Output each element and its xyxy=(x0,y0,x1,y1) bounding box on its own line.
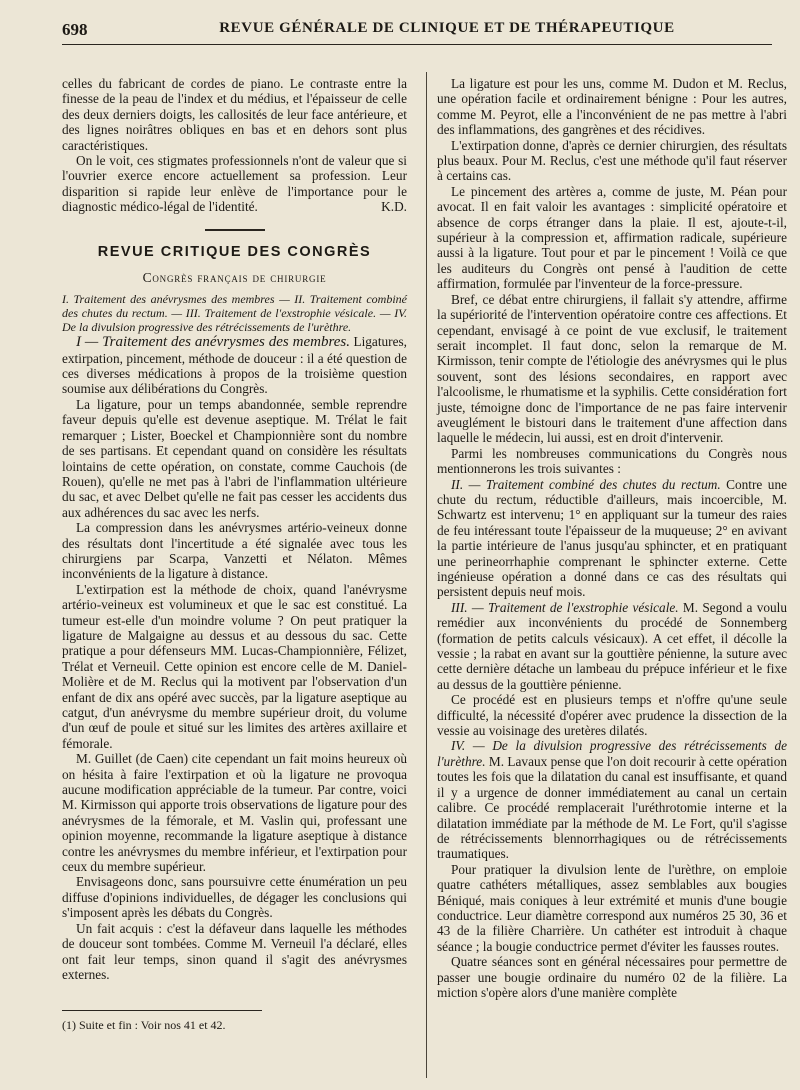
paragraph: Quatre séances sont en général nécessaires pour permettre de passer une bougie ordinaire du numéro 02 de la filière. La miction s'opère alors d'une manière complète xyxy=(437,954,787,1000)
subsection-heading: II. — Traitement combiné des chutes du rectum. xyxy=(451,476,721,492)
congress-title: Congrès français de chirurgie xyxy=(142,270,327,286)
paragraph xyxy=(62,153,407,215)
paragraph: Ce procédé est en plusieurs temps et n'offre qu'une seule difficulté, la nécessité d'opérer avec prudence la dissection de la vessie au voisinage des uretères dilatés. xyxy=(437,692,787,739)
paragraph: Pour pratiquer la divulsion lente de l'urèthre, on emploie quatre cathéters métalliques, assez semblables aux bougies Béniqué, mais coniques à leur extrémité et munis d'une bougie conductrice. Leur diamètre correspond aux numéros 25 30, 36 et 43 de la filière Charrière. Un cathéter est introduit à chaque séance ; la bougie conductrice permet d'éviter les fausses routes. xyxy=(437,861,787,954)
paragraph xyxy=(437,600,787,692)
left-column xyxy=(62,76,407,982)
page-number: 698 xyxy=(62,20,88,39)
paragraph-text: M. Segond a voulu remédier aux inconvénients du procédé de Sonnemberg (formation de petits calculs vésicaux). A cet effet, il décolle la vessie ; la rabat en avant sur la gouttière pénienne, la suture avec cette dernière détache un lambeau du prépuce inférieur et le fixe au dessus de la gouttière pénienne. xyxy=(437,599,788,692)
section-title: REVUE CRITIQUE DES CONGRÈS xyxy=(97,243,372,260)
section-rule xyxy=(205,229,265,231)
paragraph-text: On le voit, ces stigmates professionnels n'ont de valeur que si l'ouvrier exerce encore actuellement sa profession. Leur disparition si rapide leur enlève de l'importance pour le diagnostic médico-légal de l'identité. xyxy=(62,153,407,215)
paragraph: Le pincement des artères a, comme de juste, M. Péan pour avocat. Il en fait valoir les avantages : simplicité opératoire et absence de corps étranger dans la plaie. Il est, ajoute-t-il, supérieur à la compression et, affirmation radicale, supérieure aussi à la ligature. Tout pour et par le pincement ! Voilà ce que les auditeurs du Congrès ont pensé à l'audition de cette affirmation, formulée par l'inventeur de la force-pressure. xyxy=(437,183,787,292)
paragraph: L'extirpation est la méthode de choix, quand l'anévrysme artério-veineux est volumineux et que le sac est constitué. La tumeur est-elle d'un moindre volume ? On peut pratiquer la ligature de Malgaigne au dessus et au dessous du sac. Cette pratique a pour défenseurs MM. Lucas-Championnière, Félizet, Trélat et Verneuil. Cette opinion est encore celle de M. Daniel-Molière et de M. Reclus qui la motivent par l'observation d'un enfant de dix ans opéré avec succès, par la ligature aseptique au catgut, d'un anévrysme du membre supérieur droit, du volume d'un œuf de poule et situé sur les limites des artères axillaire et fémorale. xyxy=(62,581,407,751)
paragraph: La ligature, pour un temps abandonnée, semble reprendre faveur depuis qu'elle est devenue aseptique. M. Trélat le fait remarquer ; Lister, Boeckel et Championnière sont du nombre de ses partisans. Et cependant quand on considère les résultats lointains de cette opération, on constate, comme Cauchois (de Rouen), qu'elle ne met pas à l'abri de l'inflammation ultérieure du sac, et avec Delbet qu'elle ne fait pas cesser les accidents dus aux adhérences du sac avec les nerfs. xyxy=(62,396,407,520)
paragraph: Un fait acquis : c'est la défaveur dans laquelle les méthodes de douceur sont tombées. Comme M. Verneuil l'a déclaré, elles ont fait leur temps, sinon quand il s'agit des anévrysmes externes. xyxy=(62,920,407,982)
paragraph-text: Ligatures, extirpation, pincement, méthode de douceur : il a été question de ces diverses médications à propos de la troisième question soumise aux délibérations du Congrès. xyxy=(62,334,407,397)
contents-text: I. Traitement des anévrysmes des membres — II. Traitement combiné des chutes du rectum. — III. Traitement de l'exstrophie vésicale. — IV. De la divulsion progressive des rétrécissements de l'urèthre. xyxy=(62,292,407,334)
paragraph-text: M. Lavaux pense que l'on doit recourir à cette opération toutes les fois que la dilatation du canal est insuffisante, et quand il y a urgence de donner immédiatement au canal un certain calibre. Ce procédé remplacerait l'uréthrotomie interne et la dilatation immédiate par la méthode de M. Le Fort, qu'il s'agisse de rétrécissements blennorrhagiques ou de rétrécissements traumatiques. xyxy=(437,753,787,862)
footnote: (1) Suite et fin : Voir nos 41 et 42. xyxy=(62,1018,226,1032)
footnote-rule xyxy=(62,1010,262,1011)
paragraph: Envisageons donc, sans poursuivre cette énumération un peu diffuse d'opinions individuelles, de dégager les conclusions qui s'imposent après les débats du Congrès. xyxy=(62,874,407,921)
subsection-heading: IV. — De la divulsion progressive des rétrécissements de l'urèthre. xyxy=(437,738,787,769)
subsection-heading: I — Traitement des anévrysmes des membres. xyxy=(76,334,350,351)
paragraph xyxy=(62,334,407,397)
paragraph: M. Guillet (de Caen) cite cependant un fait moins heureux où on hésita à faire l'extirpation et où la ligature ne provoqua aucune modification appréciable de la tumeur. Par contre, voici M. Kirmisson qui apporte trois observations de ligature pour des anévrysmes de la fémorale, et M. Vaslin qui, professant une opinion moyenne, recommande la ligature aseptique à distance contre les anévrysmes du membre inférieur, et l'extirpation pour ceux du membre supérieur. xyxy=(62,751,407,875)
paragraph-text: Contre une chute du rectum, réductible d'ailleurs, mais incoercible, M. Schwartz est intervenu; 1° en appliquant sur la tumeur des raies de feu intéressant toute l'épaisseur de la muqueuse; 2° en avivant la partie intérieure de l'anus jusqu'au sphincter, et en pratiquant une perineorrhaphie comprenant le sphincter externe. Cette ingénieuse opération a donné dans ce cas des résultats qui persistent depuis neuf mois. xyxy=(437,476,787,600)
page-header xyxy=(62,18,772,45)
column-divider xyxy=(426,72,427,1078)
contents-summary xyxy=(62,293,407,334)
subsection-heading: III. — Traitement de l'exstrophie vésicale. xyxy=(451,599,679,615)
paragraph: Bref, ce débat entre chirurgiens, il fallait s'y attendre, affirme la supériorité de l'intervention opératoire contre ces affections. Et cependant, envisagé à ce point de vue exclusif, le traitement serait incomplet. Il faut donc, selon la remarque de M. Kirmisson, tenir compte de l'étiologie des anévrysmes qui le plus souvent, sont des lésions secondaires, en rapport avec l'alcoolisme, le rhumatisme et la syphilis. Cette considération fort juste, témoigne donc de l'importance de ne pas faire intervenir aveuglément le bistouri dans le traitement d'une affection dans laquelle le médecin, lui aussi, est en droit d'intervenir. xyxy=(437,291,787,446)
paragraph: La compression dans les anévrysmes artério-veineux donne des résultats dont l'incertitude a été signalée avec tous les chirurgiens par Scarpa, Vanzetti et Nélaton. Mêmes inconvénients de la ligature à distance. xyxy=(62,520,407,582)
paragraph: celles du fabricant de cordes de piano. Le contraste entre la finesse de la peau de l'index et du médius, et l'épaisseur de celle des deux derniers doigts, les callosités de leur face antérieure, et des lignes noirâtres obliques en bas et en dehors sont plus caractéristiques. xyxy=(62,76,407,153)
right-column xyxy=(437,76,787,1000)
paragraph: Parmi les nombreuses communications du Congrès nous mentionnerons les trois suivantes : xyxy=(437,445,787,477)
paragraph: L'extirpation donne, d'après ce dernier chirurgien, des résultats plus beaux. Pour M. Reclus, c'est une méthode qu'il faut réserver à certains cas. xyxy=(437,137,787,184)
paragraph: La ligature est pour les uns, comme M. Dudon et M. Reclus, une opération facile et ordinairement bénigne : Pour les autres, comme M. Peyrot, elle a l'inconvénient de ne pas mettre à l'abri des inflammations, des gangrènes et des récidives. xyxy=(437,76,787,138)
paragraph xyxy=(437,477,787,600)
paragraph xyxy=(437,738,787,861)
author-signature: K.D. xyxy=(381,199,407,215)
running-title: REVUE GÉNÉRALE DE CLINIQUE ET DE THÉRAPEUTIQUE xyxy=(219,20,675,36)
